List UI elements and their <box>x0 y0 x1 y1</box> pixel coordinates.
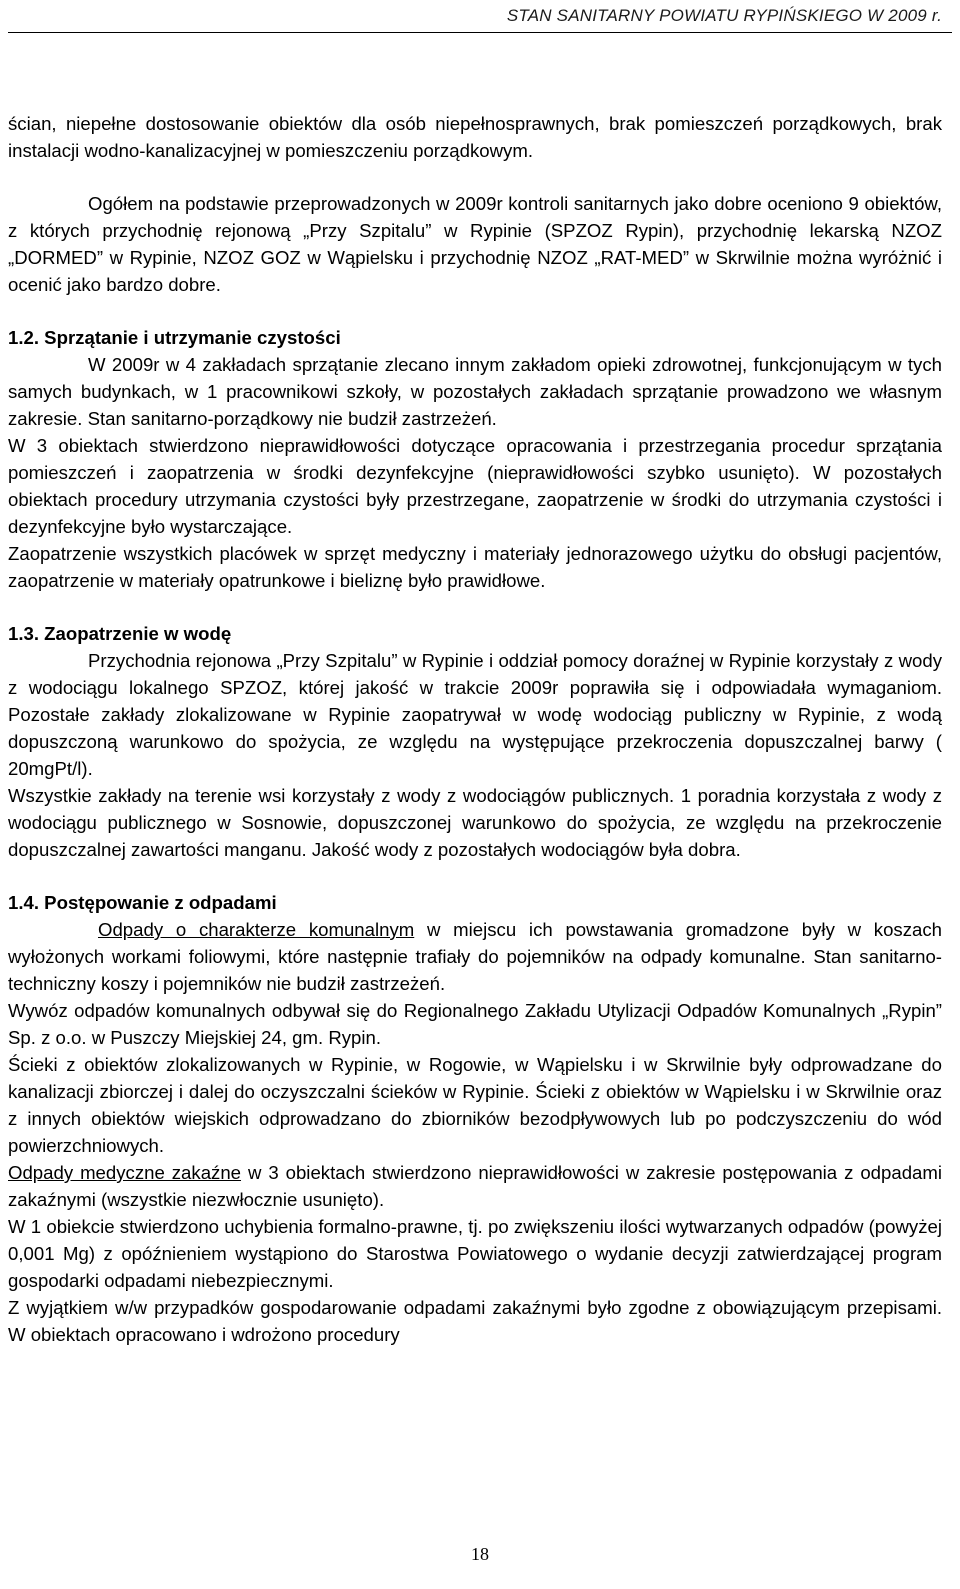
paragraph: W 3 obiektach stwierdzono nieprawidłowości dotyczące opracowania i przestrzegania procedur sprzątania pomieszczeń i zaopatrzenia w środki dezynfekcyjne (nieprawidłowości szybko usunięto). W pozostałych obiektach procedury utrzymania czystości były przestrzegane, zaopatrzenie w środki do utrzymania czystości i dezynfekcyjne było wystarczające. <box>8 435 942 537</box>
section-heading: 1.2. Sprzątanie i utrzymanie czystości <box>8 327 341 348</box>
paragraph: Ścieki z obiektów zlokalizowanych w Rypinie, w Rogowie, w Wąpielsku i w Skrwilnie były odprowadzane do kanalizacji zbiorczej i dalej do oczyszczalni ścieków w Rypinie. Ścieki z obiektów w Wąpielsku i w Skrwilnie oraz z innych obiektów wiejskich odprowadzano do zbiorników bezodpływowych lub po podczyszczeniu do wód powierzchniowych. <box>8 1054 942 1156</box>
paragraph <box>8 916 942 997</box>
paragraph: W 2009r w 4 zakładach sprzątanie zlecano innym zakładom opieki zdrowotnej, funkcjonującym w tych samych budynkach, w 1 pracownikowi szkoły, w pozostałych zakładach sprzątanie prowadzono we własnym zakresie. Stan sanitarno-porządkowy nie budził zastrzeżeń. <box>8 354 942 429</box>
section-heading: 1.4. Postępowanie z odpadami <box>8 892 277 913</box>
paragraph: Wszystkie zakłady na terenie wsi korzystały z wody z wodociągów publicznych. 1 poradnia korzystała z wody z wodociągu publicznego w Sosnowie, dopuszczonej warunkowo do spożycia, ze względu na przekroczenie dopuszczalnej zawartości manganu. Jakość wody z pozostałych wodociągów była dobra. <box>8 785 942 860</box>
paragraph: Ogółem na podstawie przeprowadzonych w 2009r kontroli sanitarnych jako dobre oceniono 9 obiektów, z których przychodnię rejonową „Przy Szpitalu” w Rypinie (SPZOZ Rypin), przychodnię lekarską NZOZ „DORMED” w Rypinie, NZOZ GOZ w Wąpielsku i przychodnię NZOZ „RAT-MED” w Skrwilnie można wyróżnić i ocenić jako bardzo dobre. <box>8 193 942 295</box>
running-header: STAN SANITARNY POWIATU RYPIŃSKIEGO W 2009 r. <box>506 6 942 25</box>
paragraph: W 1 obiekcie stwierdzono uchybienia formalno-prawne, tj. po zwiększeniu ilości wytwarzanych odpadów (powyżej 0,001 Mg) z opóźnieniem wystąpiono do Starostwa Powiatowego o wydanie decyzji zatwierdzającej program gospodarki odpadami niebezpiecznymi. <box>8 1216 942 1291</box>
spacer <box>8 298 942 324</box>
underlined-term: Odpady medyczne zakaźne <box>8 1162 242 1183</box>
paragraph: Z wyjątkiem w/w przypadków gospodarowanie odpadami zakaźnymi było zgodne z obowiązującym przepisami. W obiektach opracowano i wdrożono procedury <box>8 1297 942 1345</box>
section-heading: 1.3. Zaopatrzenie w wodę <box>8 623 232 644</box>
underlined-term: Odpady o charakterze komunalnym <box>98 919 415 940</box>
paragraph <box>8 1159 942 1213</box>
document-body <box>8 110 942 1348</box>
paragraph-text: w miejscu ich powstawania gromadzone były w koszach wyłożonych workami foliowymi, które następnie trafiały do pojemników na odpady komunalne. Stan sanitarno-techniczny koszy i pojemników nie budził zastrzeżeń. <box>8 919 942 994</box>
paragraph: ścian, niepełne dostosowanie obiektów dla osób niepełnosprawnych, brak pomieszczeń porządkowych, brak instalacji wodno-kanalizacyjnej w pomieszczeniu porządkowym. <box>8 113 942 161</box>
spacer <box>8 164 942 190</box>
spacer <box>8 594 942 620</box>
paragraph-text: w 3 obiektach stwierdzono nieprawidłowości w zakresie postępowania z odpadami zakaźnymi (wszystkie niezwłocznie usunięto). <box>8 1162 942 1210</box>
spacer <box>8 863 942 889</box>
header-rule <box>8 32 952 33</box>
paragraph: Zaopatrzenie wszystkich placówek w sprzęt medyczny i materiały jednorazowego użytku do obsługi pacjentów, zaopatrzenie w materiały opatrunkowe i bieliznę było prawidłowe. <box>8 543 942 591</box>
paragraph: Przychodnia rejonowa „Przy Szpitalu” w Rypinie i oddział pomocy doraźnej w Rypinie korzystały z wody z wodociągu lokalnego SPZOZ, której jakość w trakcie 2009r poprawiła się i odpowiadała wymaganiom. Pozostałe zakłady zlokalizowane w Rypinie zaopatrywał w wodę wodociąg publiczny w Rypinie, z wodą dopuszczoną warunkowo do spożycia, ze względu na występujące przekroczenia dopuszczalnej barwy ( 20mgPt/l). <box>8 650 942 779</box>
page-number: 18 <box>471 1544 489 1564</box>
paragraph: Wywóz odpadów komunalnych odbywał się do Regionalnego Zakładu Utylizacji Odpadów Komunalnych „Rypin” Sp. z o.o. w Puszczy Miejskiej 24, gm. Rypin. <box>8 1000 942 1048</box>
